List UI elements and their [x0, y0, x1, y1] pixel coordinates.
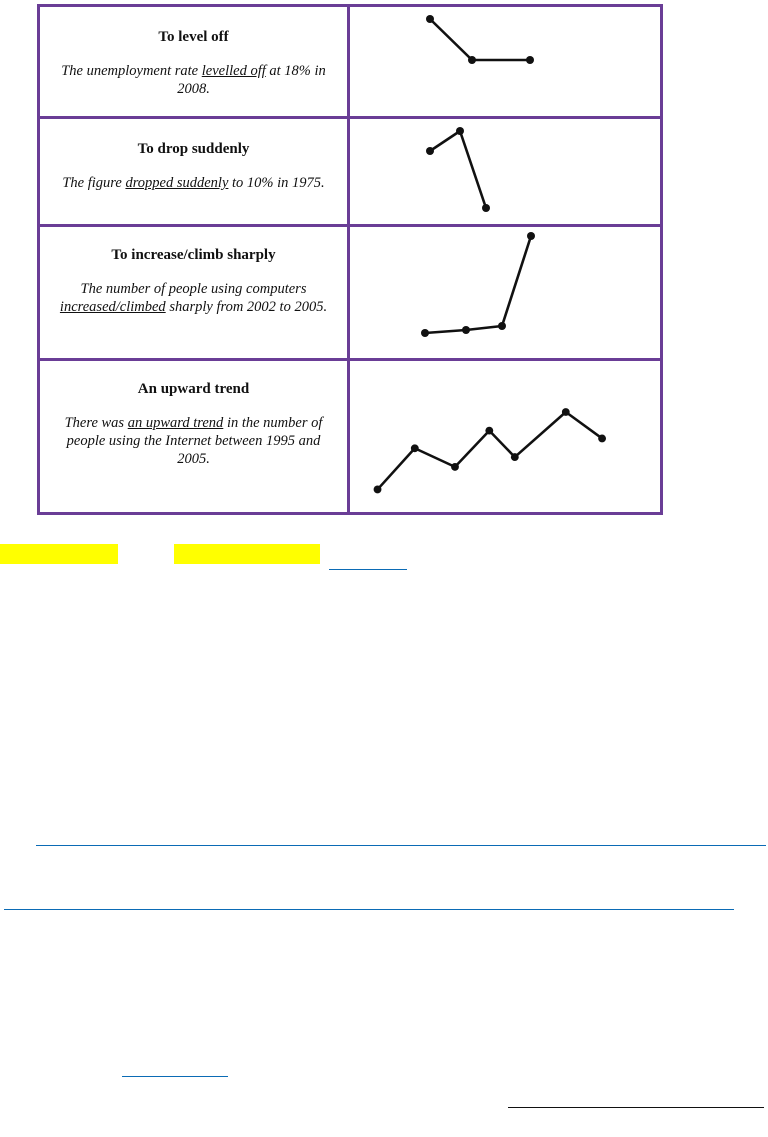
- graph-point: [485, 427, 493, 435]
- underlined-phrase: an upward trend: [127, 415, 224, 431]
- highlighted-blank: [174, 544, 320, 564]
- phrase-cell-drop-suddenly: [40, 119, 350, 227]
- graph-point: [526, 56, 534, 64]
- phrase-title: To increase/climb sharply: [111, 247, 276, 263]
- graph-point: [426, 147, 434, 155]
- graph-cell-upward-trend: [350, 361, 660, 512]
- graph-cell-increase-sharply: [350, 227, 660, 361]
- graph-point: [468, 56, 476, 64]
- graph-point: [451, 463, 459, 471]
- trend-vocabulary-table: [37, 4, 663, 515]
- example-sentence: There was an upward trend in the number of people using the Internet between 1995 and 2005.: [64, 415, 323, 467]
- link-underline[interactable]: [4, 909, 734, 910]
- graph-point: [527, 232, 535, 240]
- upward-trend-line-icon: [350, 361, 660, 512]
- sharp-increase-line-icon: [350, 227, 660, 358]
- graph-cell-drop-suddenly: [350, 119, 660, 227]
- underlined-phrase: dropped suddenly: [125, 175, 229, 191]
- graph-point: [511, 453, 519, 461]
- graph-point: [598, 435, 606, 443]
- example-sentence: The number of people using computers increased/climbed sharply from 2002 to 2005.: [59, 281, 328, 315]
- graph-point: [462, 326, 470, 334]
- phrase-title: An upward trend: [137, 381, 250, 397]
- link-underline[interactable]: [329, 569, 407, 570]
- graph-line: [425, 236, 531, 333]
- graph-point: [426, 15, 434, 23]
- phrase-title: To level off: [158, 29, 229, 45]
- graph-point: [411, 444, 419, 452]
- graph-point: [482, 204, 490, 212]
- link-underline[interactable]: [122, 1076, 228, 1077]
- graph-point: [562, 408, 570, 416]
- example-sentence: The figure dropped suddenly to 10% in 1975.: [62, 175, 325, 191]
- graph-line: [430, 19, 530, 60]
- highlighted-blank: [0, 544, 118, 564]
- link-underline[interactable]: [36, 845, 766, 846]
- phrase-cell-level-off: [40, 7, 350, 119]
- example-sentence: The unemployment rate levelled off at 18% in 2008.: [61, 63, 326, 97]
- underlined-phrase: increased/climbed: [59, 299, 166, 315]
- graph-point: [421, 329, 429, 337]
- blank-answer-line: [508, 1107, 764, 1108]
- graph-point: [456, 127, 464, 135]
- graph-point: [498, 322, 506, 330]
- graph-line: [378, 412, 603, 489]
- phrase-cell-upward-trend: [40, 361, 350, 512]
- phrase-cell-increase-sharply: [40, 227, 350, 361]
- graph-cell-level-off: [350, 7, 660, 119]
- graph-point: [374, 486, 382, 494]
- graph-line: [430, 131, 486, 208]
- level-off-line-icon: [350, 7, 660, 116]
- sudden-drop-line-icon: [350, 119, 660, 224]
- phrase-title: To drop suddenly: [137, 141, 250, 157]
- underlined-phrase: levelled off: [201, 63, 266, 79]
